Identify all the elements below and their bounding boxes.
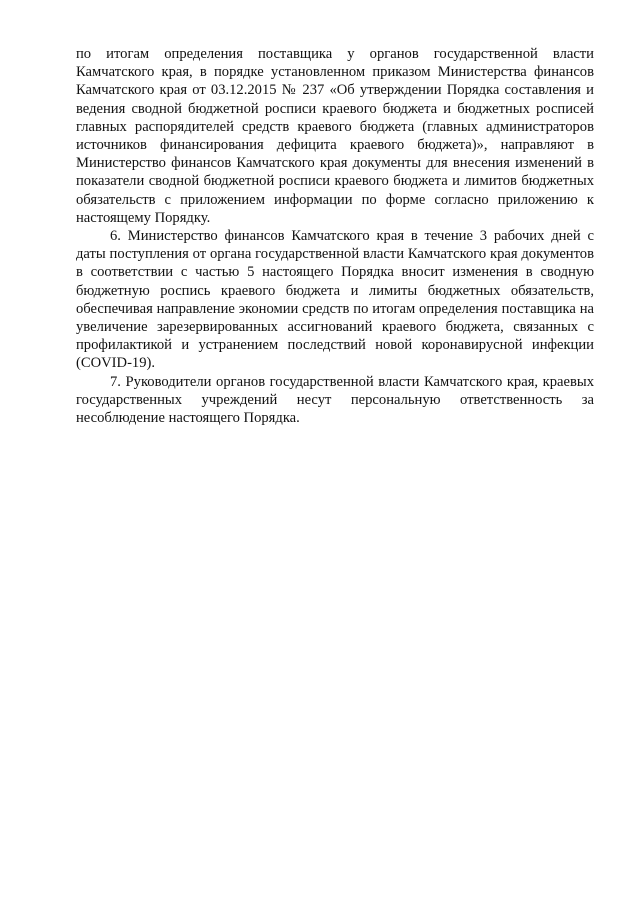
- paragraph-item-6: 6. Министерство финансов Камчатского края в течение 3 рабочих дней с даты поступления от органа государственной власти Камчатского края документов в соответствии с частью 5 настоящего Порядка вносит изменения в сводную бюджетную роспись краевого бюджета и лимиты бюджетных обязательств, обеспечивая направление экономии средств по итогам определения поставщика на увеличение зарезервированных ассигнований краевого бюджета, связанных с профилактикой и устранением последствий новой коронавирусной инфекции (COVID-19).: [76, 228, 594, 372]
- paragraph-continuation: по итогам определения поставщика у органов государственной власти Камчатского края, в порядке установленном приказом Министерства финансов Камчатского края от 03.12.2015 № 237 «Об утверждении Порядка составления и ведения сводной бюджетной росписи краевого бюджета и бюджетных росписей главных распорядителей средств краевого бюджета (главных администраторов источников финансирования дефицита краевого бюджета)», направляют в Министерство финансов Камчатского края документы для внесения изменений в показатели сводной бюджетной росписи краевого бюджета и лимитов бюджетных обязательств с приложением информации по форме согласно приложению к настоящему Порядку.: [76, 46, 594, 226]
- paragraph-item-7: 7. Руководители органов государственной власти Камчатского края, краевых государственных учреждений несут персональную ответственность за несоблюдение настоящего Порядка.: [76, 373, 594, 427]
- document-page: [76, 45, 594, 427]
